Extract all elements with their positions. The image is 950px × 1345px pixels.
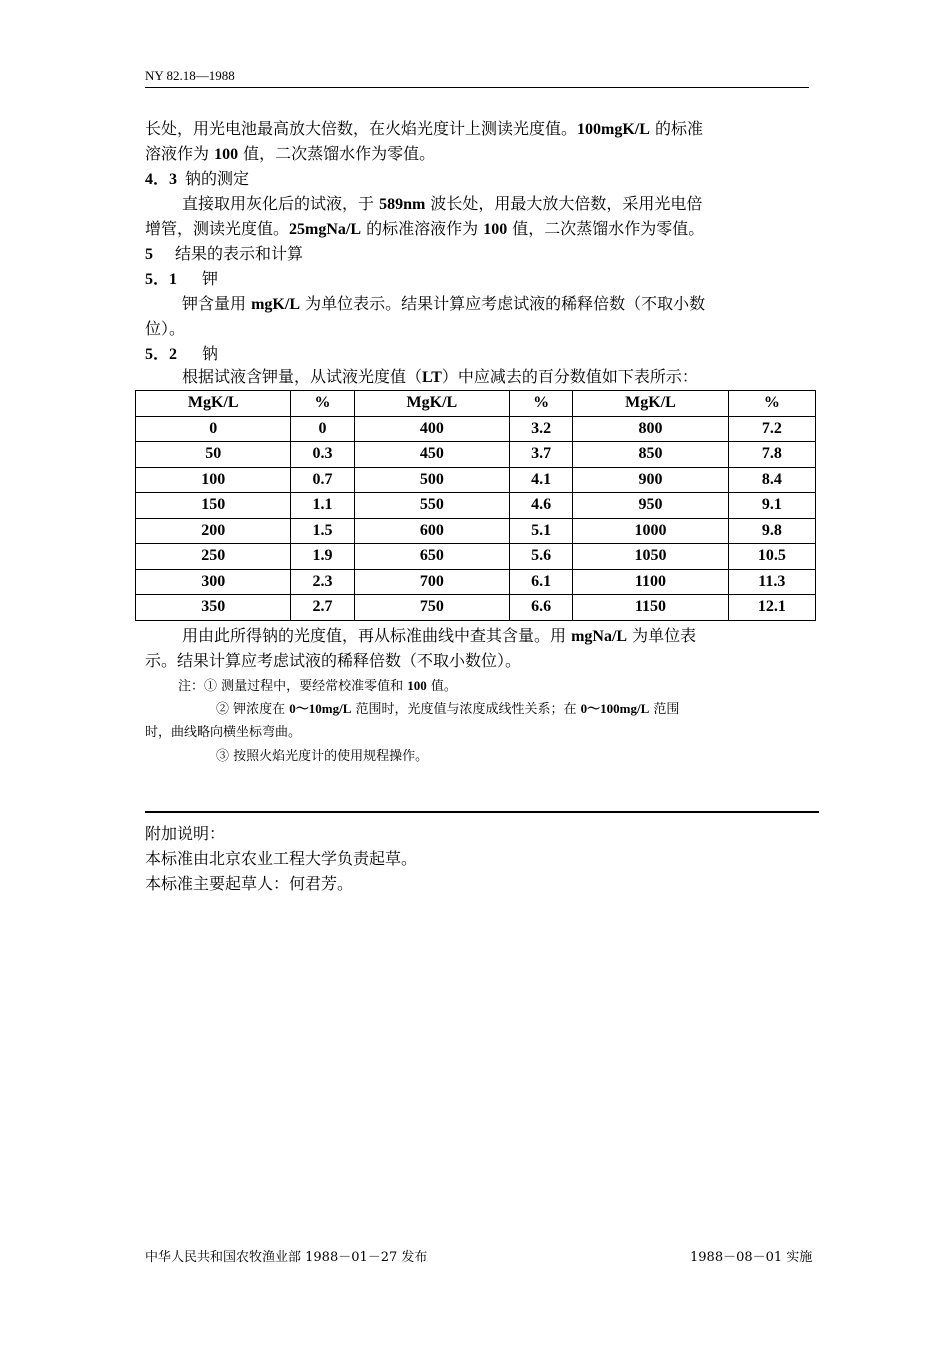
table-cell: 6.6: [510, 595, 573, 621]
paragraph-line: 增管，测读光度值。25mgNa/L 的标准溶液作为 100 值，二次蒸馏水作为零值。: [145, 219, 705, 238]
table-cell: 500: [354, 467, 509, 493]
table-cell: 300: [136, 569, 291, 595]
section-heading-5-2: 5．2 钠: [145, 344, 219, 363]
page-header: [145, 67, 809, 88]
section-heading-5: 5 结果的表示和计算: [145, 244, 304, 263]
paragraph-line: 根据试液含钾量，从试液光度值（LT）中应减去的百分数值如下表所示：: [182, 367, 698, 386]
section-divider: [145, 811, 819, 813]
table-cell: 900: [573, 467, 728, 493]
paragraph-line: 位）。: [145, 319, 186, 338]
section-heading-5-1: 5．1 钾: [145, 269, 219, 288]
table-row: [136, 442, 816, 468]
table-cell: 4.6: [510, 493, 573, 519]
table-cell: 950: [573, 493, 728, 519]
footer-effective: 1988－08－01 实施: [690, 1250, 813, 1265]
table-cell: 12.1: [728, 595, 815, 621]
section-heading-4-3: 4．3 钠的测定: [145, 169, 250, 188]
table-cell: 3.7: [510, 442, 573, 468]
table-cell: 550: [354, 493, 509, 519]
table-cell: 7.2: [728, 416, 815, 442]
table-cell: 1000: [573, 518, 728, 544]
column-header: MgK/L: [354, 391, 509, 417]
table-cell: 600: [354, 518, 509, 544]
table-cell: 1150: [573, 595, 728, 621]
table-cell: 11.3: [728, 569, 815, 595]
appendix-line: 本标准由北京农业工程大学负责起草。: [145, 849, 418, 868]
table-cell: 5.6: [510, 544, 573, 570]
table-cell: 800: [573, 416, 728, 442]
table-cell: 3.2: [510, 416, 573, 442]
note-2-continued: 时，曲线略向横坐标弯曲。: [145, 725, 302, 740]
note-2: ② 钾浓度在 0～10mg/L 范围时，光度值与浓度成线性关系；在 0～100mg/L 范围: [216, 701, 680, 717]
table-row: [136, 544, 816, 570]
table-cell: 200: [136, 518, 291, 544]
appendix-title: 附加说明：: [145, 824, 226, 843]
column-header: %: [510, 391, 573, 417]
table-cell: 350: [136, 595, 291, 621]
paragraph-line: 示。结果计算应考虑试液的稀释倍数（不取小数位）。: [145, 651, 522, 670]
column-header: MgK/L: [136, 391, 291, 417]
appendix-line: 本标准主要起草人：何君芳。: [145, 874, 354, 893]
table-cell: 1.1: [291, 493, 354, 519]
table-cell: 400: [354, 416, 509, 442]
paragraph-line: 直接取用灰化后的试液，于 589nm 波长处，用最大放大倍数，采用光电倍: [182, 194, 703, 213]
column-header: MgK/L: [573, 391, 728, 417]
table-row: [136, 569, 816, 595]
table-cell: 1100: [573, 569, 728, 595]
footer-issued: 中华人民共和国农牧渔业部 1988－01－27 发布: [145, 1250, 428, 1265]
table-cell: 2.7: [291, 595, 354, 621]
table-cell: 0.7: [291, 467, 354, 493]
table-cell: 9.8: [728, 518, 815, 544]
paragraph-line: 长处，用光电池最高放大倍数，在火焰光度计上测读光度值。100mgK/L 的标准: [145, 119, 703, 138]
table-cell: 2.3: [291, 569, 354, 595]
table-header-row: [136, 391, 816, 417]
table-cell: 150: [136, 493, 291, 519]
column-header: %: [728, 391, 815, 417]
table-row: [136, 595, 816, 621]
table-cell: 0.3: [291, 442, 354, 468]
table-row: [136, 416, 816, 442]
table-cell: 1050: [573, 544, 728, 570]
table-cell: 0: [136, 416, 291, 442]
standard-code: NY 82.18—1988: [145, 68, 235, 83]
table-cell: 10.5: [728, 544, 815, 570]
table-cell: 4.1: [510, 467, 573, 493]
table-cell: 50: [136, 442, 291, 468]
table-cell: 650: [354, 544, 509, 570]
table-cell: 850: [573, 442, 728, 468]
table-row: [136, 467, 816, 493]
table-row: [136, 493, 816, 519]
table-cell: 5.1: [510, 518, 573, 544]
table-cell: 700: [354, 569, 509, 595]
table-cell: 100: [136, 467, 291, 493]
table-cell: 250: [136, 544, 291, 570]
paragraph-line: 钾含量用 mgK/L 为单位表示。结果计算应考虑试液的稀释倍数（不取小数: [182, 294, 706, 313]
table-cell: 1.5: [291, 518, 354, 544]
table-cell: 750: [354, 595, 509, 621]
note-1: 注：① 测量过程中，要经常校准零值和 100 值。: [178, 678, 457, 694]
column-header: %: [291, 391, 354, 417]
table-cell: 8.4: [728, 467, 815, 493]
table-cell: 9.1: [728, 493, 815, 519]
table-cell: 0: [291, 416, 354, 442]
potassium-correction-table: [135, 390, 816, 621]
table-cell: 1.9: [291, 544, 354, 570]
table-cell: 6.1: [510, 569, 573, 595]
paragraph-line: 用由此所得钠的光度值，再从标准曲线中查其含量。用 mgNa/L 为单位表: [182, 626, 697, 645]
table-cell: 450: [354, 442, 509, 468]
table-cell: 7.8: [728, 442, 815, 468]
table-row: [136, 518, 816, 544]
note-3: ③ 按照火焰光度计的使用规程操作。: [216, 749, 429, 764]
paragraph-line: 溶液作为 100 值，二次蒸馏水作为零值。: [145, 144, 436, 163]
